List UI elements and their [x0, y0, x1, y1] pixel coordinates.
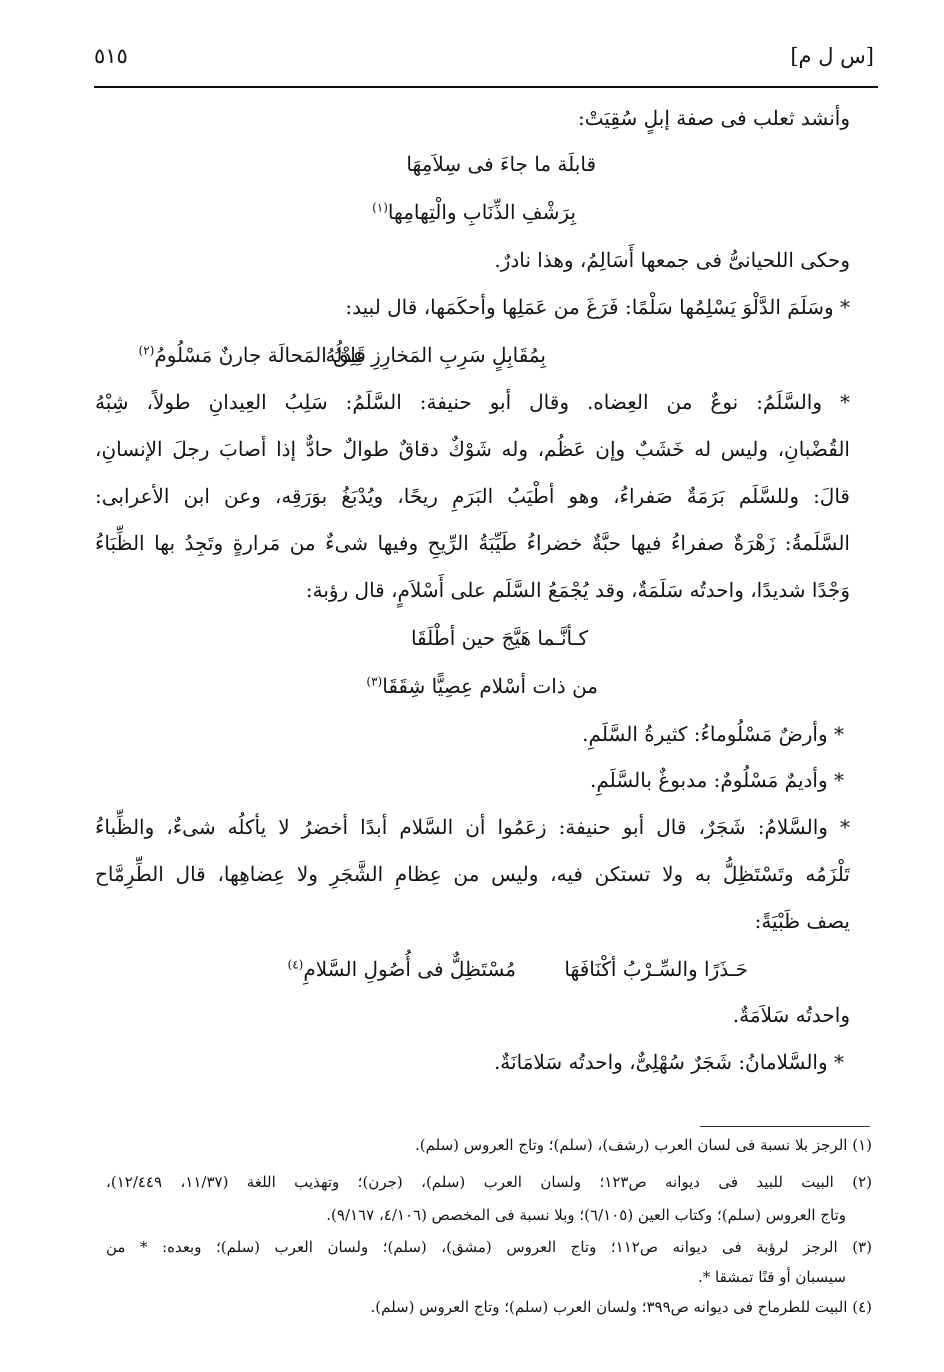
footnote-mark: (٤)	[852, 1298, 872, 1316]
verse-line: قابلَة ما جاءَ فى سِلاَمِهَا	[406, 152, 596, 176]
footnote-mark: (١)	[852, 1136, 872, 1154]
text-line: وأنشد ثعلب فى صفة إبلٍ سُقِيَتْ:	[578, 106, 850, 130]
text-line: تَلْزَمُه وتَسْتَظِلُّ به ولا تستكن فيه، وليس من عِظامِ الشَّجَرِ ولا عِضاهِها، قال الطِّرِمَّاح	[95, 862, 850, 886]
footnote-rule	[700, 1126, 870, 1127]
footnote-2-continued: وتاج العروس (سلم)؛ وكتاب العين (٦/١٠٥)؛ وبلا نسبة فى المخصص (٤/١٠٦، ٩/١٦٧).	[326, 1206, 846, 1224]
text-line: وَجْدًا شديدًا، واحدتُه سَلَمَةٌ، وقد يُجْمَعُ السَّلَم على أَسْلاَمٍ، قال رؤبة:	[305, 578, 850, 602]
verse-hemistich-first: بِمُقَابِلٍ سَرِبِ المَخارِزِ عِدْلُهُ	[325, 343, 546, 367]
running-head: [س ل م]	[790, 44, 874, 68]
text-line: وحكى اللحيانىُّ فى جمعها أَسَالِمُ، وهذا نادرٌ.	[494, 248, 850, 272]
text-line: * وأديمٌ مَسْلُومٌ: مدبوغٌ بالسَّلَمِ.	[590, 768, 844, 792]
footnote-1: (١) الرجز بلا نسبة فى لسان العرب (رشف)، (سلم)؛ وتاج العروس (سلم).	[415, 1136, 872, 1154]
footnote-ref: (٣)	[366, 674, 383, 689]
text-line: السَّلَمةُ: زَهْرَةٌ صفراءُ فيها حبَّةٌ خضراءُ طَيِّبَةُ الرِّيحِ وفيها شىءٌ من مَرارةٍ وتَجِدُ بها الظِّبَاءُ	[95, 531, 850, 555]
text-line: * والسَّلامُ: شَجَرٌ، قال أبو حنيفة: زعَمُوا أن السَّلام أبدًا أخضرُ لا يأكلُه شىءٌ، والظِّباءُ	[95, 815, 850, 839]
verse-hemistich-second: قَلِقُ المَحالَة جارنٌ مَسْلُومُ$^{(٢)}$	[138, 343, 366, 367]
footnote-2: (٢) البيت للبيد فى ديوانه ص١٢٣؛ ولسان العرب (سلم)، (جرن)؛ وتهذيب اللغة (١١/٣٧، ١٢/٤٤٩)،	[106, 1173, 872, 1191]
text-line: يصف ظَبْيَةً:	[754, 909, 850, 933]
footnote-3-continued: سيسبان أو قنًا تمشقا *.	[698, 1268, 846, 1286]
text-line: * وسَلَمَ الدَّلْوَ يَسْلِمُها سَلْمًا: فَرَغَ من عَمَلِها وأحكَمَها، قال لبيد:	[345, 295, 850, 319]
header-rule	[94, 86, 878, 88]
verse-hemistich-second: مُسْتَظِلٌّ فى أُصُولِ السَّلامِ$^{(٤)}$	[287, 957, 516, 981]
verse-line: من ذات أسْلام عِصِيًّا شِقَقَا$^{(٣)}$	[366, 674, 598, 698]
footnote-ref: (٤)	[287, 957, 304, 972]
verse-hemistich-first: حَـذَرًا والسِّـرْبُ أكْنَافَهَا	[564, 957, 748, 981]
text-line: * والسَّلامانُ: شَجَرٌ سُهْلِىٌّ، واحدتُه سَلامَانَةٌ.	[493, 1050, 844, 1074]
footnote-ref: (١)	[372, 200, 388, 215]
text-line: القُضْبانِ، وليس له خَشَبٌ وإن عَظُم، وله شَوْكٌ دقاقٌ طوالٌ حادٌّ إذا أصابَ رجلَ الإنسانِ،	[95, 437, 850, 461]
footnote-4: (٤) البيت للطرماح فى ديوانه ص٣٩٩؛ ولسان العرب (سلم)؛ وتاج العروس (سلم).	[370, 1298, 872, 1316]
verse-line: بِرَشْفِ الذِّنَابِ والْتِهامِها$^{(١)}$	[372, 200, 576, 224]
footnote-ref: (٢)	[138, 343, 155, 358]
footnote-3: (٣) الرجز لرؤبة فى ديوانه ص١١٢؛ وتاج العروس (مشق)، (سلم)؛ ولسان العرب (سلم)؛ وبعده: * من	[106, 1238, 872, 1256]
text-line: قالَ: وللسَّلَم بَرَمَةٌ صَفراءُ، وهو أطْيَبُ البَرَمِ ريحًا، ويُدْبَغُ بوَرَقِه، وعن ابن الأعرابى:	[95, 484, 850, 508]
footnote-mark: (٢)	[852, 1173, 872, 1191]
text-line: واحدتُه سَلاَمَةٌ.	[732, 1003, 850, 1027]
verse-line: كـأنَّـما هَيَّجَ حين أطْلَقَا	[410, 626, 588, 650]
text-line: * والسَّلَمُ: نوعٌ من العِضاه. وقال أبو حنيفة: السَّلَمُ: سَلِبُ العِيدانِ طولاً، شِبْهُ	[95, 390, 850, 414]
footnote-mark: (٣)	[852, 1238, 872, 1256]
page-number: ٥١٥	[94, 44, 128, 68]
text-line: * وأرضٌ مَسْلُوماءُ: كثيرةُ السَّلَمِ.	[582, 722, 844, 746]
